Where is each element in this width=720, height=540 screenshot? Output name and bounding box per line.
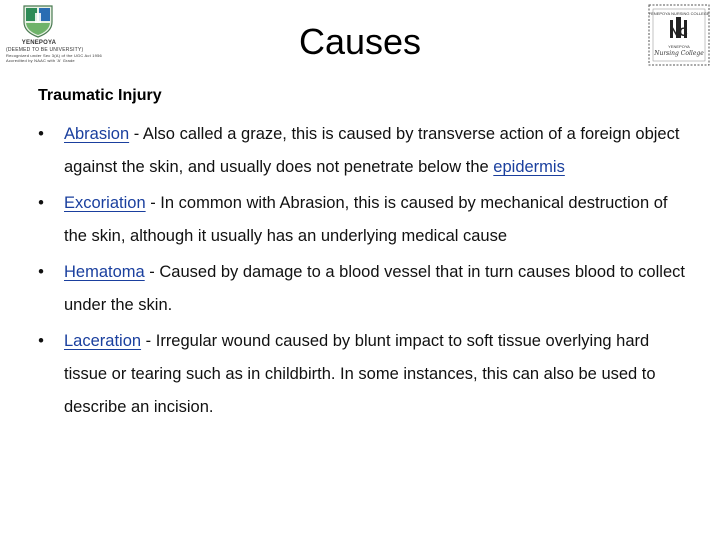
term-link-hematoma[interactable]: Hematoma xyxy=(64,263,145,281)
bullet-text: In common with Abrasion, this is caused by mechanical destruction of the skin, although it usually has an underlying medical cause xyxy=(64,194,668,245)
cause-bullet-list xyxy=(34,118,694,427)
logo-right-name-small: YENEPOYA xyxy=(668,44,690,49)
bullet-dot-icon: • xyxy=(38,263,44,281)
term-link-epidermis[interactable]: epidermis xyxy=(493,158,565,176)
term-link-abrasion[interactable]: Abrasion xyxy=(64,125,130,143)
term-link-excoriation[interactable]: Excoriation xyxy=(64,194,146,212)
logo-right-name-script: Nursing College xyxy=(654,50,704,57)
term-separator: - xyxy=(141,332,156,350)
bullet-abrasion xyxy=(34,118,694,184)
logo-left-line1: (DEEMED TO BE UNIVERSITY) xyxy=(6,47,84,53)
term-separator: - xyxy=(129,125,143,143)
bullet-text: Irregular wound caused by blunt impact to soft tissue overlying hard tissue or tearing such as in childbirth. In some instances, this can also be used to describe an incision. xyxy=(64,332,656,416)
logo-right-emblem-text: NC xyxy=(670,25,688,39)
logo-left-name: YENEPOYA xyxy=(21,40,57,46)
logo-right-caption: YENEPOYA NURSING COLLEGE xyxy=(648,11,710,16)
bullet-text: Caused by damage to a blood vessel that in turn causes blood to collect under the skin. xyxy=(64,263,685,314)
bullet-dot-icon: • xyxy=(38,332,44,350)
bullet-laceration xyxy=(34,325,694,424)
bullet-dot-icon: • xyxy=(38,125,44,143)
term-separator: - xyxy=(144,263,160,281)
section-subheading: Traumatic Injury xyxy=(38,87,162,104)
logo-left-line2: Recognized under Sec 3(A) of the UGC Act 1956 xyxy=(6,53,102,58)
term-link-laceration[interactable]: Laceration xyxy=(64,332,142,350)
logo-left-line3: Accredited by NAAC with 'A' Grade xyxy=(6,58,75,63)
term-separator: - xyxy=(145,194,161,212)
bullet-hematoma xyxy=(34,256,694,322)
bullet-excoriation xyxy=(34,187,694,253)
bullet-dot-icon: • xyxy=(38,194,44,212)
slide-title: Causes xyxy=(298,21,422,62)
bullet-text: Also called a graze, this is caused by transverse action of a foreign object against the skin, and usually does not penetrate below the xyxy=(64,125,680,176)
